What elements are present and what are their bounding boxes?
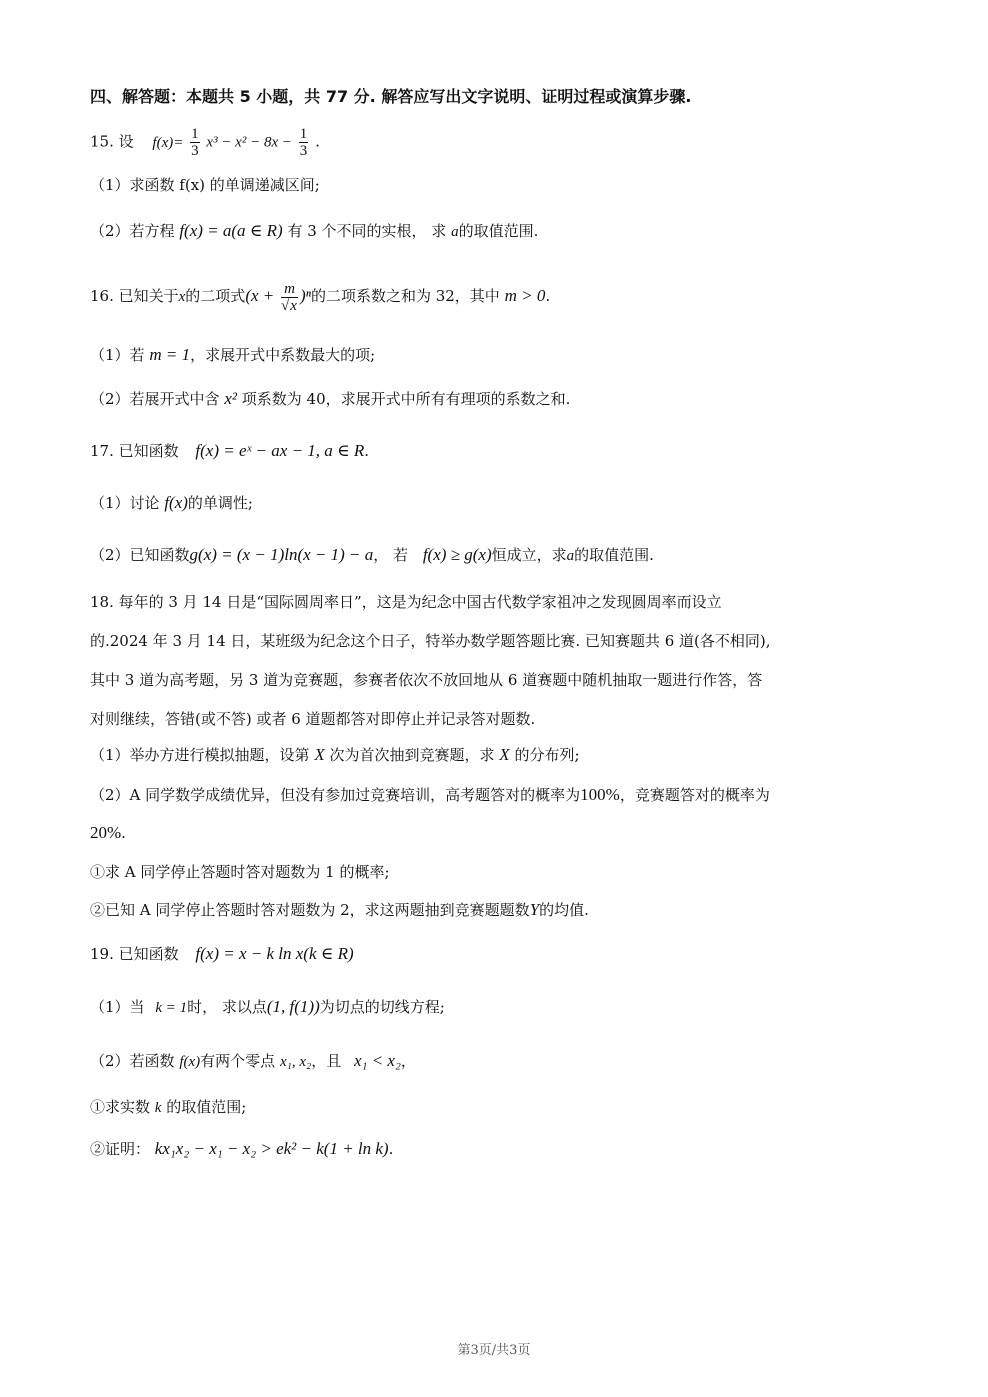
q16-binomial-open: (x + — [245, 286, 275, 305]
page-footer: 第3页/共3页 — [457, 1343, 531, 1358]
section-header: 四、解答题：本题共 5 小题，共 77 分. 解答应写出文字说明、证明过程或演算步骤. — [90, 87, 692, 106]
q16-part1: （1）若 m = 1，求展开式中系数最大的项; — [90, 345, 376, 364]
q18-line-4: 对则继续，答错(或不答) 或者 6 道题都答对即停止并记录答对题数. — [90, 710, 536, 728]
q15-formula-end: . — [315, 132, 320, 151]
q18-line-2: 的.2024 年 3 月 14 日，某班级为纪念这个日子，特举办数学题答题比赛. 已知赛题共 6 道(各不相同), — [90, 632, 771, 650]
q17-label: 17. 已知函数 — [90, 442, 179, 460]
q15-fraction-2: $\frac{1}{3}$ — [299, 126, 308, 159]
q15-part2-math: f(x) = a(a ∈ R) — [179, 221, 283, 240]
q19-statement — [90, 943, 898, 965]
q15-statement — [90, 126, 898, 159]
q17-statement: 17. 已知函数 f(x) = eˣ − ax − 1, a ∈ R. — [90, 441, 370, 460]
q16-fraction: $\frac{m}{√x}$ — [281, 280, 297, 314]
q18-sub2: ②已知 A 同学停止答题时答对题数为 2，求这两题抽到竞赛题题数Y的均值. — [90, 900, 589, 919]
q19-sub1: ①求实数 k 的取值范围; — [90, 1098, 247, 1116]
q19-label: 19. 已知函数 — [90, 945, 179, 963]
q17-part1: （1）讨论 f(x)的单调性; — [90, 493, 253, 512]
q16-statement: 16. 已知关于x的二项式(x + $\frac{m}{√x}$ )ⁿ的二项系数之和为 32，其中 m > 0. — [90, 280, 551, 314]
q15-label: 15. 设 — [90, 132, 134, 151]
q15-part2: （2）若方程 f(x) = a(a ∈ R) 有 3 个不同的实根， 求 a的取值范围. — [90, 221, 539, 240]
q18-part1: （1）举办方进行模拟抽题，设第 X 次为首次抽到竞赛题，求 X 的分布列; — [90, 745, 580, 764]
q16-condition: m > 0 — [504, 286, 546, 305]
q15-formula-mid: x³ − x² − 8x − — [206, 134, 292, 151]
q18-part2: （2）A 同学数学成绩优异，但没有参加过竞赛培训，高考题答对的概率为100%，竞赛题答对的概率为 — [90, 785, 770, 804]
q16-binomial-close: )ⁿ — [299, 286, 311, 305]
q17-formula: f(x) = eˣ − ax − 1, a ∈ R — [195, 441, 365, 460]
q15-formula-lhs: f(x)= — [152, 134, 184, 151]
q17-part2: （2）已知函数g(x) = (x − 1)ln(x − 1) − a， 若 f(x) ≥ g(x)恒成立，求a的取值范围. — [90, 545, 654, 564]
q18-part2-cont: 20%. — [90, 823, 126, 842]
q19-formula: f(x) = x − k ln x(k ∈ R) — [195, 944, 354, 963]
q16-part2: （2）若展开式中含 x² 项系数为 40，求展开式中所有有理项的系数之和. — [90, 389, 571, 408]
q19-part1: （1）当 k = 1时， 求以点(1, f(1))为切点的切线方程; — [90, 997, 445, 1016]
q16-label: 16. 已知关于 — [90, 287, 179, 305]
q19-sub2: ②证明： kx₁x₂ − x₁ − x₂ > ek² − k(1 + ln k). — [90, 1139, 394, 1158]
q15-fraction-1: $\frac{1}{3}$ — [191, 126, 199, 159]
q18-line-3: 其中 3 道为高考题，另 3 道为竞赛题，参赛者依次不放回地从 6 道赛题中随机抽取一题进行作答，答 — [90, 671, 763, 689]
q19-part2: （2）若函数 f(x)有两个零点 x₁, x₂，且 x₁ < x₂， — [90, 1051, 416, 1070]
q18-sub1: ①求 A 同学停止答题时答对题数为 1 的概率; — [90, 863, 390, 881]
q18-line-1: 18. 每年的 3 月 14 日是“国际圆周率日”，这是为纪念中国古代数学家祖冲之发现圆周率而设立 — [90, 593, 722, 611]
q15-part1: （1）求函数 f(x) 的单调递减区间; — [90, 176, 320, 194]
